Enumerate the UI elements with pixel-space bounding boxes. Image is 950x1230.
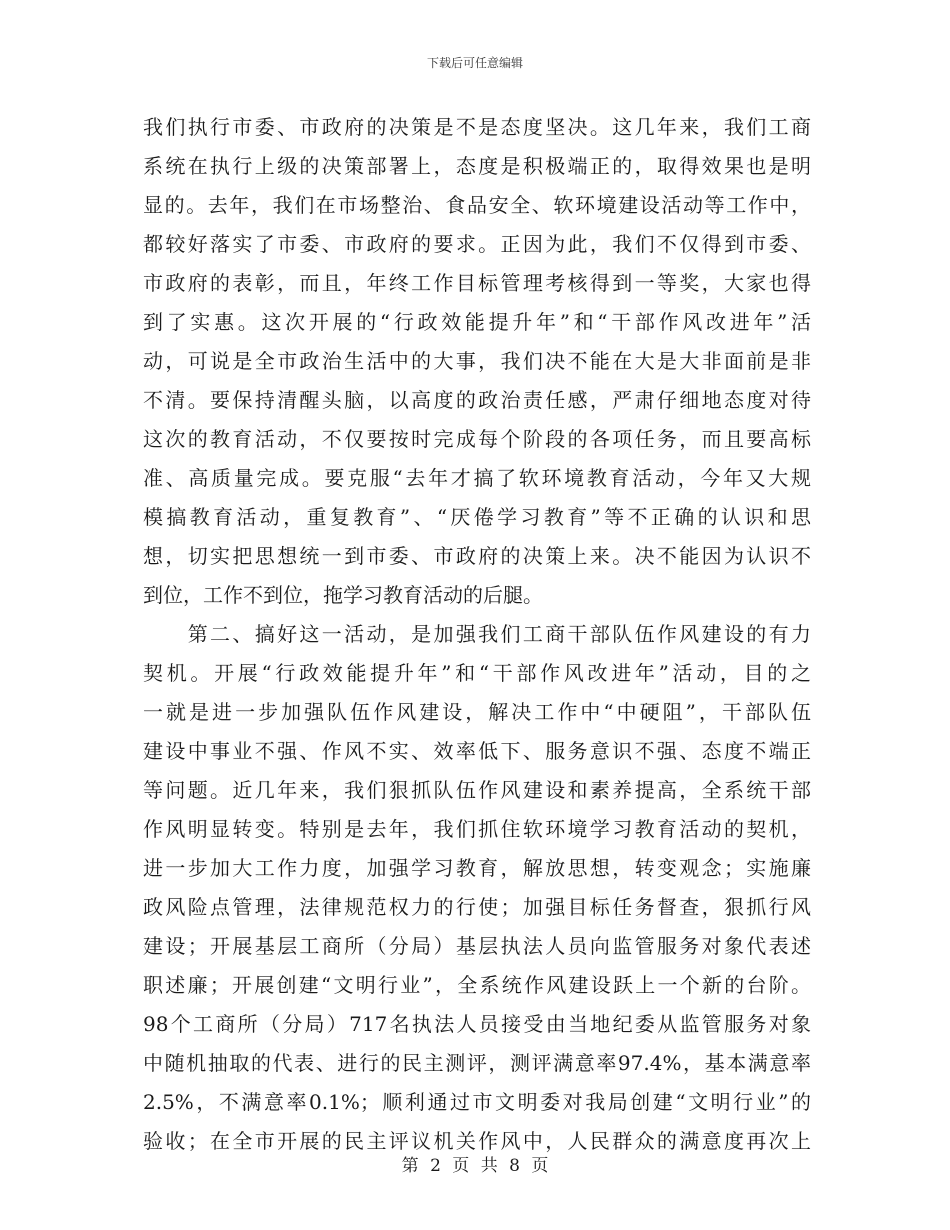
text-line: 市政府的表彰，而且，年终工作目标管理考核得到一等奖，大家也得 bbox=[143, 271, 811, 295]
text-line: 建设；开展基层工商所（分局）基层执法人员向监管服务对象代表述 bbox=[143, 934, 811, 958]
text-line: 我们执行市委、市政府的决策是不是态度坚决。这几年来，我们工商 bbox=[143, 115, 811, 139]
text-line: 作风明显转变。特别是去年，我们抓住软环境学习教育活动的契机， bbox=[143, 817, 811, 841]
text-line: 契机。开展“行政效能提升年”和“干部作风改进年”活动，目的之 bbox=[143, 661, 811, 685]
text-line: 政风险点管理，法律规范权力的行使；加强目标任务督查，狠抓行风 bbox=[143, 895, 811, 919]
text-line: 想，切实把思想统一到市委、市政府的决策上来。决不能因为认识不 bbox=[143, 544, 811, 568]
text-line: 进一步加大工作力度，加强学习教育，解放思想，转变观念；实施廉 bbox=[143, 856, 811, 880]
text-line: 不清。要保持清醒头脑，以高度的政治责任感，严肃仔细地态度对待 bbox=[143, 388, 811, 412]
text-line: 到位，工作不到位，拖学习教育活动的后腿。 bbox=[143, 583, 543, 607]
text-line: 动，可说是全市政治生活中的大事，我们决不能在大是大非面前是非 bbox=[143, 349, 811, 373]
text-line: 第二、搞好这一活动，是加强我们工商干部队伍作风建设的有力 bbox=[143, 622, 811, 646]
document-body bbox=[143, 108, 811, 1161]
text-line: 职述廉；开展创建“文明行业”，全系统作风建设跃上一个新的台阶。 bbox=[143, 973, 811, 997]
text-line: 显的。去年，我们在市场整治、食品安全、软环境建设活动等工作中， bbox=[143, 193, 811, 217]
text-line: 中随机抽取的代表、进行的民主测评，测评满意率97.4%，基本满意率 bbox=[143, 1051, 811, 1075]
text-line: 等问题。近几年来，我们狠抓队伍作风建设和素养提高，全系统干部 bbox=[143, 778, 811, 802]
text-line: 准、高质量完成。要克服“去年才搞了软环境教育活动，今年又大规 bbox=[143, 466, 811, 490]
page-footer: 第 2 页 共 8 页 bbox=[401, 1156, 549, 1176]
text-line: 一就是进一步加强队伍作风建设，解决工作中“中硬阻”，干部队伍 bbox=[143, 700, 811, 724]
text-line: 建设中事业不强、作风不实、效率低下、服务意识不强、态度不端正 bbox=[143, 739, 811, 763]
text-line: 模搞教育活动，重复教育”、“厌倦学习教育”等不正确的认识和思 bbox=[143, 505, 811, 529]
page-header: 下载后可任意编辑 bbox=[426, 56, 523, 70]
text-line: 都较好落实了市委、市政府的要求。正因为此，我们不仅得到市委、 bbox=[143, 232, 811, 256]
text-line: 98个工商所（分局）717名执法人员接受由当地纪委从监管服务对象 bbox=[143, 1012, 811, 1036]
text-line: 验收；在全市开展的民主评议机关作风中，人民群众的满意度再次上 bbox=[143, 1129, 811, 1153]
text-line: 系统在执行上级的决策部署上，态度是积极端正的，取得效果也是明 bbox=[143, 154, 811, 178]
text-line: 这次的教育活动，不仅要按时完成每个阶段的各项任务，而且要高标 bbox=[143, 427, 811, 451]
text-line: 到了实惠。这次开展的“行政效能提升年”和“干部作风改进年”活 bbox=[143, 310, 811, 334]
text-line: 2.5%，不满意率0.1%；顺利通过市文明委对我局创建“文明行业”的 bbox=[143, 1090, 811, 1114]
